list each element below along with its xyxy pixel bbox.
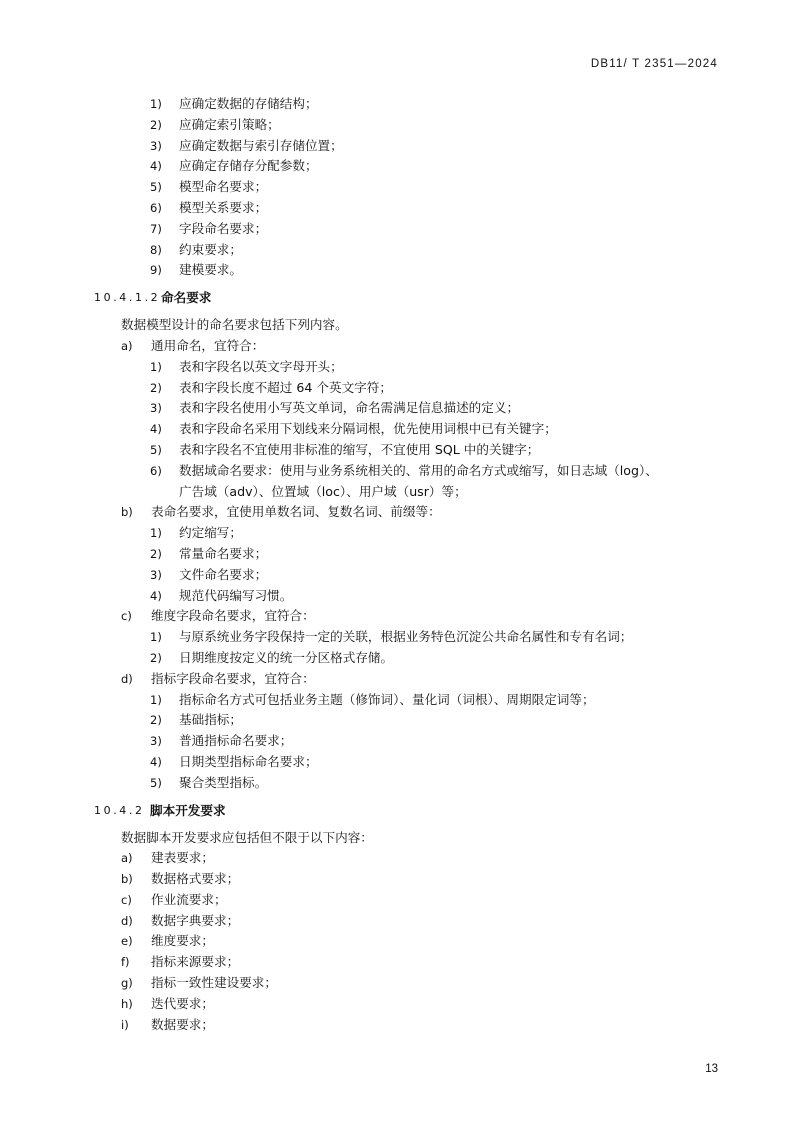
list-text: 模型命名要求； [179, 179, 268, 195]
list-item [0, 156, 793, 177]
list-marker: 4) [150, 754, 162, 769]
list-marker: 5) [150, 180, 162, 195]
list-text: 数据域命名要求：使用与业务系统相关的、常用的命名方式或缩写，如日志域（log）、 [179, 462, 658, 478]
list-item [0, 773, 793, 794]
list-item [0, 606, 793, 627]
list-text: 建模要求。 [179, 262, 242, 278]
list-marker: g) [121, 976, 133, 991]
list-marker: 1) [150, 526, 162, 541]
list-item [0, 752, 793, 773]
list-item [0, 94, 793, 115]
list-item [0, 911, 793, 932]
list-text: 普通指标命名要求； [179, 733, 293, 749]
list-marker: a) [121, 851, 133, 866]
page-number: 13 [705, 1063, 718, 1075]
list-item [0, 931, 793, 952]
list-text: 指标字段命名要求，宜符合： [151, 670, 315, 686]
list-text: 表和字段名使用小写英文单词，命名需满足信息描述的定义； [179, 400, 520, 416]
list-marker: h) [121, 996, 133, 1011]
list-marker: e) [121, 934, 133, 949]
list-item [0, 177, 793, 198]
list-text: 模型关系要求； [179, 199, 268, 215]
list-text: 维度字段命名要求，宜符合： [151, 608, 315, 624]
list-marker: f) [121, 955, 130, 970]
list-marker: 4) [150, 422, 162, 437]
list-marker: 1) [150, 692, 162, 707]
list-item [0, 198, 793, 219]
list-marker: 3) [150, 401, 162, 416]
list-item [0, 419, 793, 440]
paragraph [0, 315, 793, 336]
list-marker: 6) [150, 463, 162, 478]
list-marker: 3) [150, 567, 162, 582]
list-text: 字段命名要求； [179, 220, 268, 236]
list-marker: 1) [150, 630, 162, 645]
document-standard-number: DB11/ T 2351—2024 [590, 58, 718, 70]
list-text: 指标命名方式可包括业务主题（修饰词）、量化词（词根）、周期限定词等； [179, 691, 595, 707]
list-item [0, 952, 793, 973]
list-item [0, 627, 793, 648]
list-text: 日期类型指标命名要求； [179, 753, 318, 769]
list-item [0, 115, 793, 136]
list-marker: 2) [150, 713, 162, 728]
section-title: 脚本开发要求 [150, 802, 226, 818]
list-marker: d) [121, 913, 133, 928]
list-item [0, 710, 793, 731]
list-text: 广告域（adv）、位置域（loc）、用户域（usr）等； [179, 483, 467, 499]
section-number: 10.4.2 [94, 803, 145, 817]
list-text: 作业流要求； [151, 891, 227, 907]
list-item [0, 669, 793, 690]
list-item [0, 586, 793, 607]
paragraph-text: 数据模型设计的命名要求包括下列内容。 [121, 317, 348, 333]
list-marker: 3) [150, 734, 162, 749]
list-marker: 2) [150, 650, 162, 665]
list-text: 表和字段名以英文字母开头； [179, 358, 343, 374]
list-item-continuation [0, 482, 793, 503]
list-item [0, 136, 793, 157]
list-item [0, 502, 793, 523]
list-item [0, 690, 793, 711]
list-marker: 1) [150, 359, 162, 374]
list-item [0, 398, 793, 419]
list-text: 表和字段命名采用下划线来分隔词根，优先使用词根中已有关键字； [179, 421, 557, 437]
list-item [0, 869, 793, 890]
list-marker: 4) [150, 159, 162, 174]
list-item [0, 648, 793, 669]
list-marker: i) [121, 1017, 129, 1032]
list-marker: 3) [150, 138, 162, 153]
list-text: 表和字段名不宜使用非标准的缩写，不宜使用 SQL 中的关键字； [179, 441, 540, 457]
list-marker: 4) [150, 588, 162, 603]
list-item [0, 240, 793, 261]
list-text: 约定缩写； [179, 525, 242, 541]
list-text: 迭代要求； [151, 995, 214, 1011]
list-text: 数据格式要求； [151, 871, 240, 887]
list-item [0, 994, 793, 1015]
list-item [0, 1015, 793, 1036]
list-item [0, 848, 793, 869]
list-marker: a) [121, 338, 133, 353]
list-text: 约束要求； [179, 241, 242, 257]
list-text: 应确定索引策略； [179, 116, 280, 132]
list-item [0, 731, 793, 752]
list-item [0, 973, 793, 994]
list-marker: 2) [150, 546, 162, 561]
list-item [0, 440, 793, 461]
section-heading-10-4-2 [0, 800, 793, 821]
list-item [0, 565, 793, 586]
list-marker: 9) [150, 263, 162, 278]
section-number: 10.4.1.2 [94, 291, 161, 305]
list-text: 指标来源要求； [151, 954, 240, 970]
list-item [0, 378, 793, 399]
list-text: 聚合类型指标。 [179, 774, 268, 790]
list-text: 通用命名，宜符合： [151, 337, 265, 353]
list-item [0, 336, 793, 357]
list-text: 表和字段长度不超过 64 个英文字符； [179, 379, 392, 395]
list-marker: b) [121, 872, 133, 887]
list-text: 数据字典要求； [151, 912, 240, 928]
list-marker: 6) [150, 200, 162, 215]
section-title: 命名要求 [161, 290, 212, 306]
list-marker: 7) [150, 221, 162, 236]
paragraph [0, 828, 793, 849]
list-marker: 8) [150, 242, 162, 257]
page-body [0, 94, 793, 1035]
list-text: 应确定数据与索引存储位置； [179, 137, 343, 153]
list-marker: 5) [150, 775, 162, 790]
list-text: 建表要求； [151, 850, 214, 866]
list-marker: c) [121, 609, 132, 624]
list-item [0, 461, 793, 482]
list-text: 基础指标； [179, 712, 242, 728]
list-text: 数据要求； [151, 1016, 214, 1032]
list-marker: 2) [150, 117, 162, 132]
section-heading-10-4-1-2 [0, 287, 793, 308]
list-marker: 2) [150, 380, 162, 395]
list-text: 应确定数据的存储结构； [179, 96, 318, 111]
list-text: 规范代码编写习惯。 [179, 587, 293, 603]
list-marker: b) [121, 505, 133, 520]
list-item [0, 260, 793, 281]
list-text: 文件命名要求； [179, 566, 268, 582]
list-item [0, 890, 793, 911]
list-marker: 5) [150, 442, 162, 457]
list-item [0, 357, 793, 378]
list-text: 日期维度按定义的统一分区格式存储。 [179, 649, 394, 665]
list-text: 表命名要求，宜使用单数名词、复数名词、前缀等： [151, 504, 441, 520]
list-item [0, 219, 793, 240]
list-text: 指标一致性建设要求； [151, 975, 277, 991]
list-marker: c) [121, 892, 132, 907]
list-text: 与原系统业务字段保持一定的关联，根据业务特色沉淀公共命名属性和专有名词； [179, 629, 633, 645]
list-text: 维度要求； [151, 933, 214, 949]
list-text: 应确定存储存分配参数； [179, 158, 318, 174]
list-item [0, 544, 793, 565]
list-text: 常量命名要求； [179, 545, 268, 561]
list-marker: 1) [150, 97, 162, 111]
paragraph-text: 数据脚本开发要求应包括但不限于以下内容： [121, 829, 373, 845]
list-item [0, 523, 793, 544]
list-marker: d) [121, 671, 133, 686]
